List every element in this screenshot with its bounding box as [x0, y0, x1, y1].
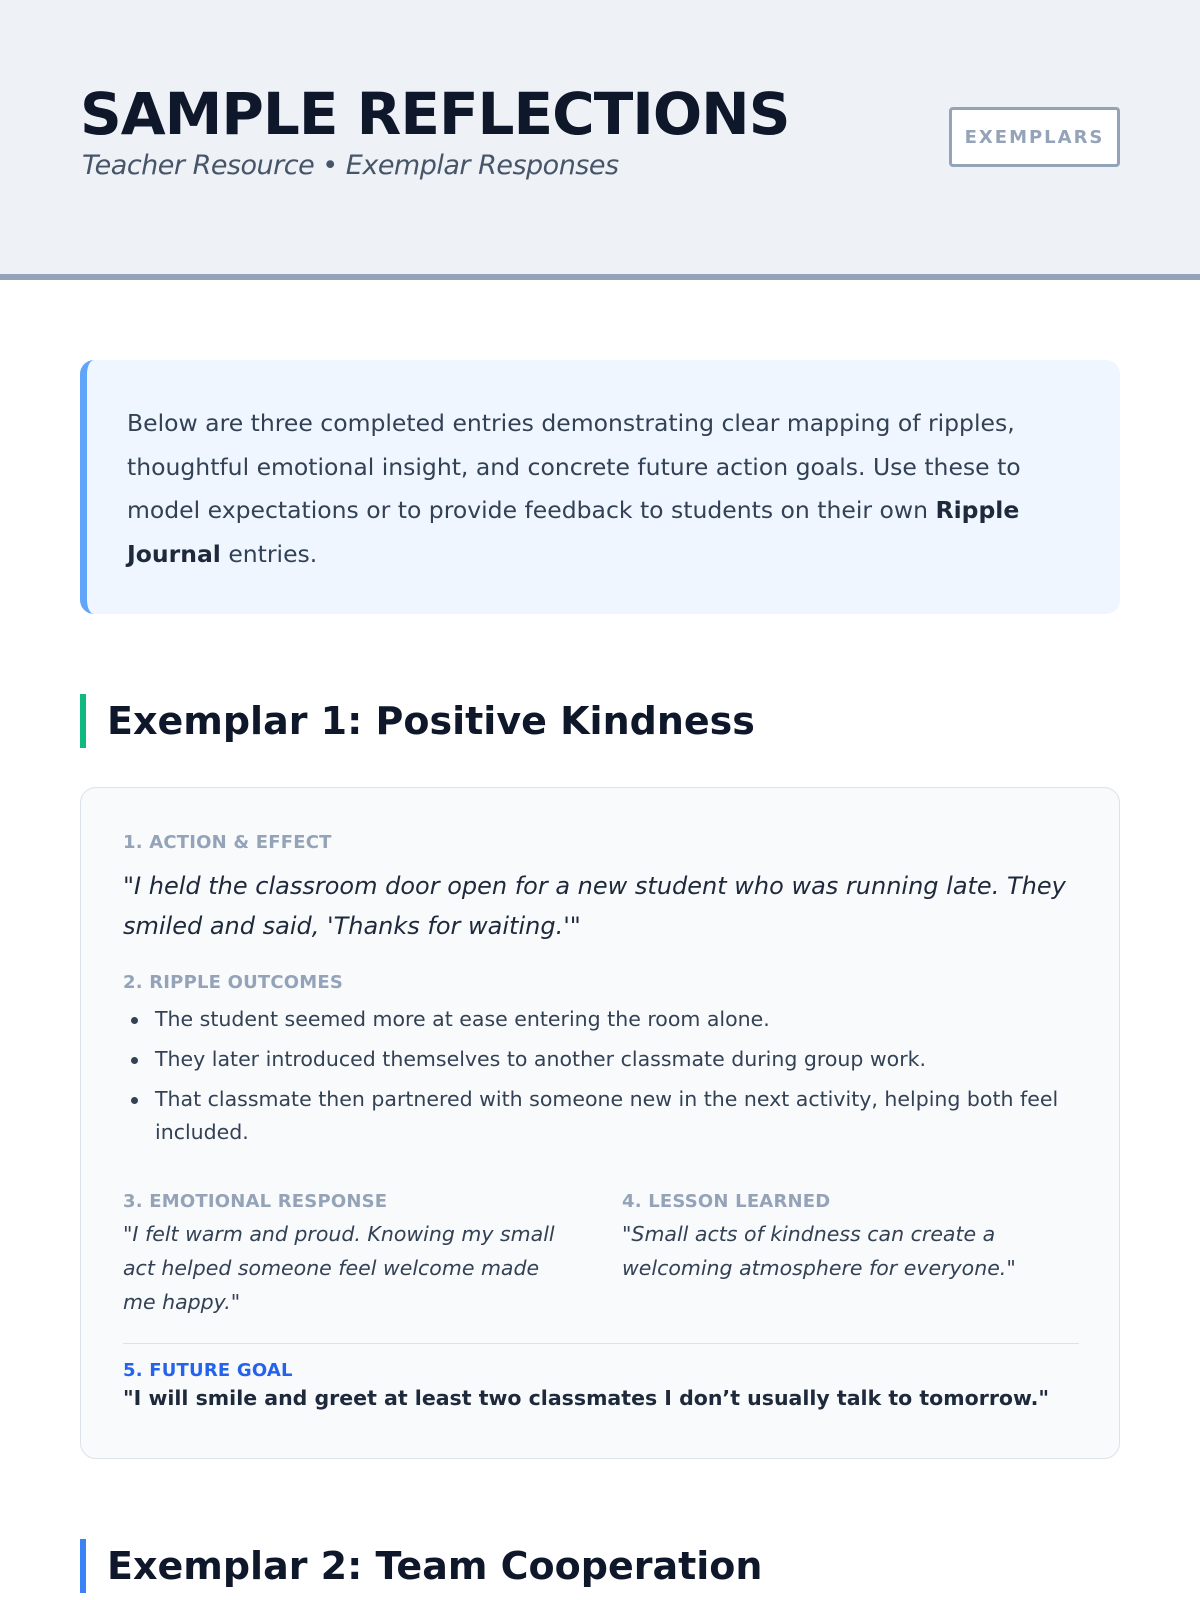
intro-text-end: entries.	[220, 539, 318, 568]
goal-label: 5. FUTURE GOAL	[123, 1360, 293, 1381]
action-text: "I held the classroom door open for a new student who was running late. They smiled and said, 'Thanks for waiting.'"	[123, 872, 1066, 940]
page-title: SAMPLE REFLECTIONS	[80, 80, 790, 148]
exemplars-badge: EXEMPLARS	[949, 107, 1120, 167]
emotion-label: 3. EMOTIONAL RESPONSE	[123, 1191, 388, 1212]
emotion-text: "I felt warm and proud. Knowing my small act helped someone feel welcome made me happy."	[123, 1222, 555, 1314]
lesson-text: "Small acts of kindness can create a welcoming atmosphere for everyone."	[622, 1222, 1016, 1280]
intro-emphasis: Ripple Journal	[127, 496, 1020, 568]
list-item: They later introduced themselves to another classmate during group work.	[123, 1043, 1083, 1076]
exemplar-2-heading: Exemplar 2: Team Cooperation	[80, 1539, 762, 1593]
ripple-outcomes-list	[123, 1003, 1083, 1156]
action-label: 1. ACTION & EFFECT	[123, 832, 332, 853]
list-item: The student seemed more at ease entering the room alone.	[123, 1003, 1083, 1036]
ripple-label: 2. RIPPLE OUTCOMES	[123, 972, 344, 993]
intro-callout	[80, 360, 1120, 614]
goal-text: "I will smile and greet at least two classmates I don’t usually talk to tomorrow."	[123, 1386, 1050, 1410]
lesson-label: 4. LESSON LEARNED	[622, 1191, 831, 1212]
page-header	[0, 0, 1200, 280]
page-subtitle: Teacher Resource • Exemplar Responses	[82, 150, 619, 181]
card-divider	[123, 1343, 1079, 1344]
exemplar-1-heading: Exemplar 1: Positive Kindness	[80, 694, 755, 748]
exemplar-1-card	[80, 787, 1120, 1459]
list-item: That classmate then partnered with someone new in the next activity, helping both feel included.	[123, 1083, 1083, 1149]
intro-text: Below are three completed entries demonstrating clear mapping of ripples, thoughtful emotional insight, and concrete future action goals. Use these to model expectations or to provide feedback to students on their own	[127, 409, 1021, 524]
